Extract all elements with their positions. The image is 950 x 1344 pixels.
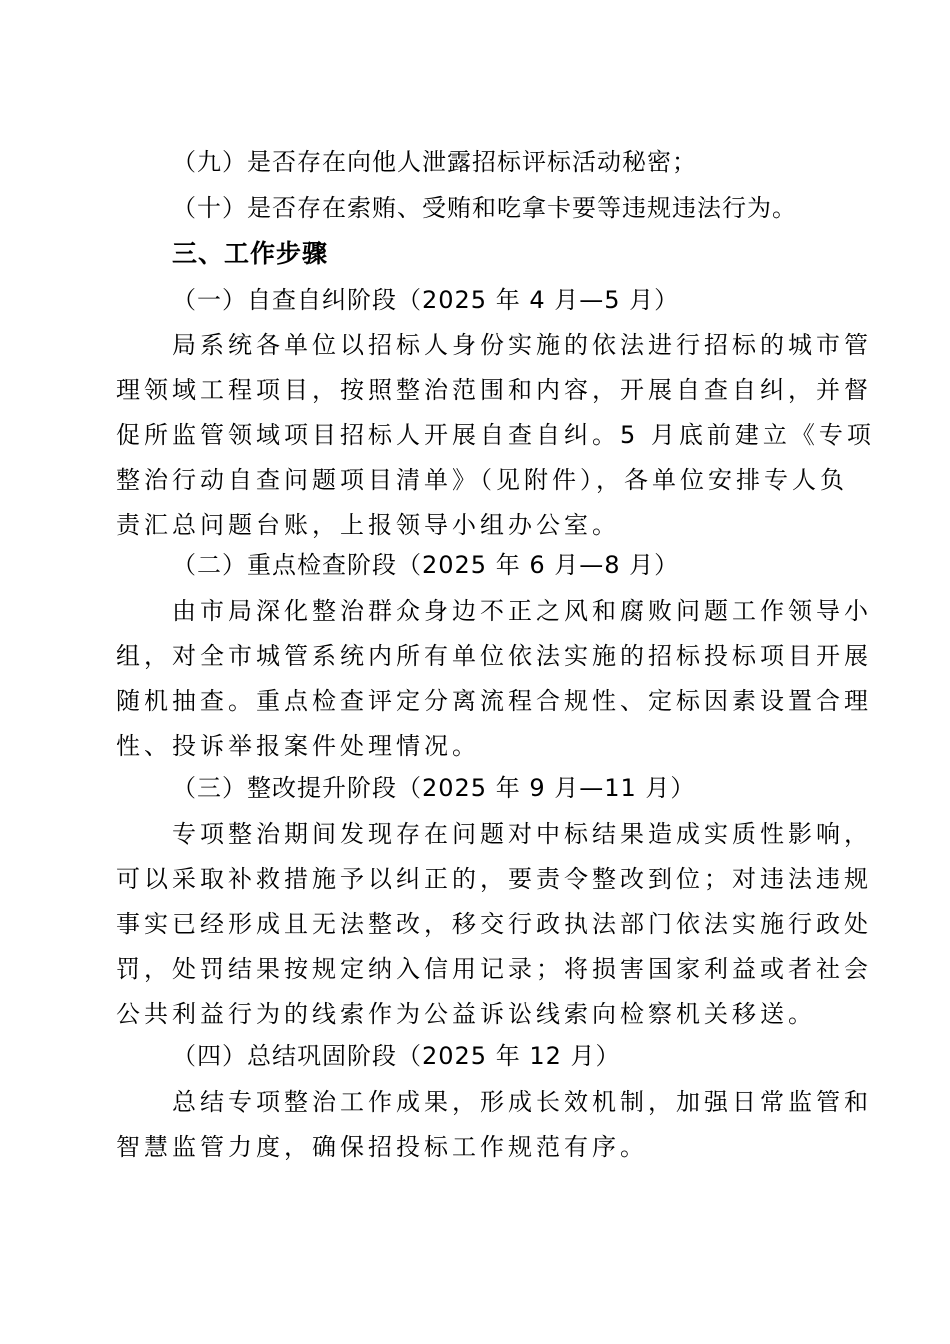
stage-2-heading: （二）重点检查阶段（2025 年 6 月—8 月） — [172, 551, 680, 579]
list-item-9: （九）是否存在向他人泄露招标评标活动秘密； — [172, 148, 697, 176]
stage-3-line: 可以采取补救措施予以纠正的，要责令整改到位；对违法违规 — [116, 865, 872, 893]
stage-1-line: 责汇总问题台账，上报领导小组办公室。 — [116, 511, 620, 539]
stage-1-heading: （一）自查自纠阶段（2025 年 4 月—5 月） — [172, 286, 680, 314]
list-item-10: （十）是否存在索贿、受贿和吃拿卡要等违规违法行为。 — [172, 194, 797, 222]
stage-4-line: 智慧监管力度，确保招投标工作规范有序。 — [116, 1133, 648, 1161]
stage-3-line: 公共利益行为的线索作为公益诉讼线索向检察机关移送。 — [116, 1000, 816, 1028]
stage-4-line: 总结专项整治工作成果，形成长效机制，加强日常监管和 — [172, 1088, 872, 1116]
stage-2-line: 性、投诉举报案件处理情况。 — [116, 732, 480, 760]
stage-3-heading: （三）整改提升阶段（2025 年 9 月—11 月） — [172, 774, 696, 802]
section-heading: 三、工作步骤 — [172, 239, 329, 268]
stage-1-line: 促所监管领域项目招标人开展自查自纠。5 月底前建立《专项 — [116, 421, 875, 449]
stage-1-line: 局系统各单位以招标人身份实施的依法进行招标的城市管 — [172, 331, 872, 359]
stage-2-line: 随机抽查。重点检查评定分离流程合规性、定标因素设置合理 — [116, 687, 872, 715]
stage-3-line: 专项整治期间发现存在问题对中标结果造成实质性影响， — [172, 820, 872, 848]
stage-2-line: 由市局深化整治群众身边不正之风和腐败问题工作领导小 — [172, 597, 872, 625]
stage-3-line: 事实已经形成且无法整改，移交行政执法部门依法实施行政处 — [116, 910, 872, 938]
stage-2-line: 组，对全市城管系统内所有单位依法实施的招标投标项目开展 — [116, 642, 872, 670]
stage-1-line: 理领域工程项目，按照整治范围和内容，开展自查自纠，并督 — [116, 376, 872, 404]
stage-3-line: 罚，处罚结果按规定纳入信用记录；将损害国家利益或者社会 — [116, 955, 872, 983]
stage-4-heading: （四）总结巩固阶段（2025 年 12 月） — [172, 1042, 621, 1070]
stage-1-line: 整治行动自查问题项目清单》（见附件），各单位安排专人负 — [116, 466, 848, 494]
